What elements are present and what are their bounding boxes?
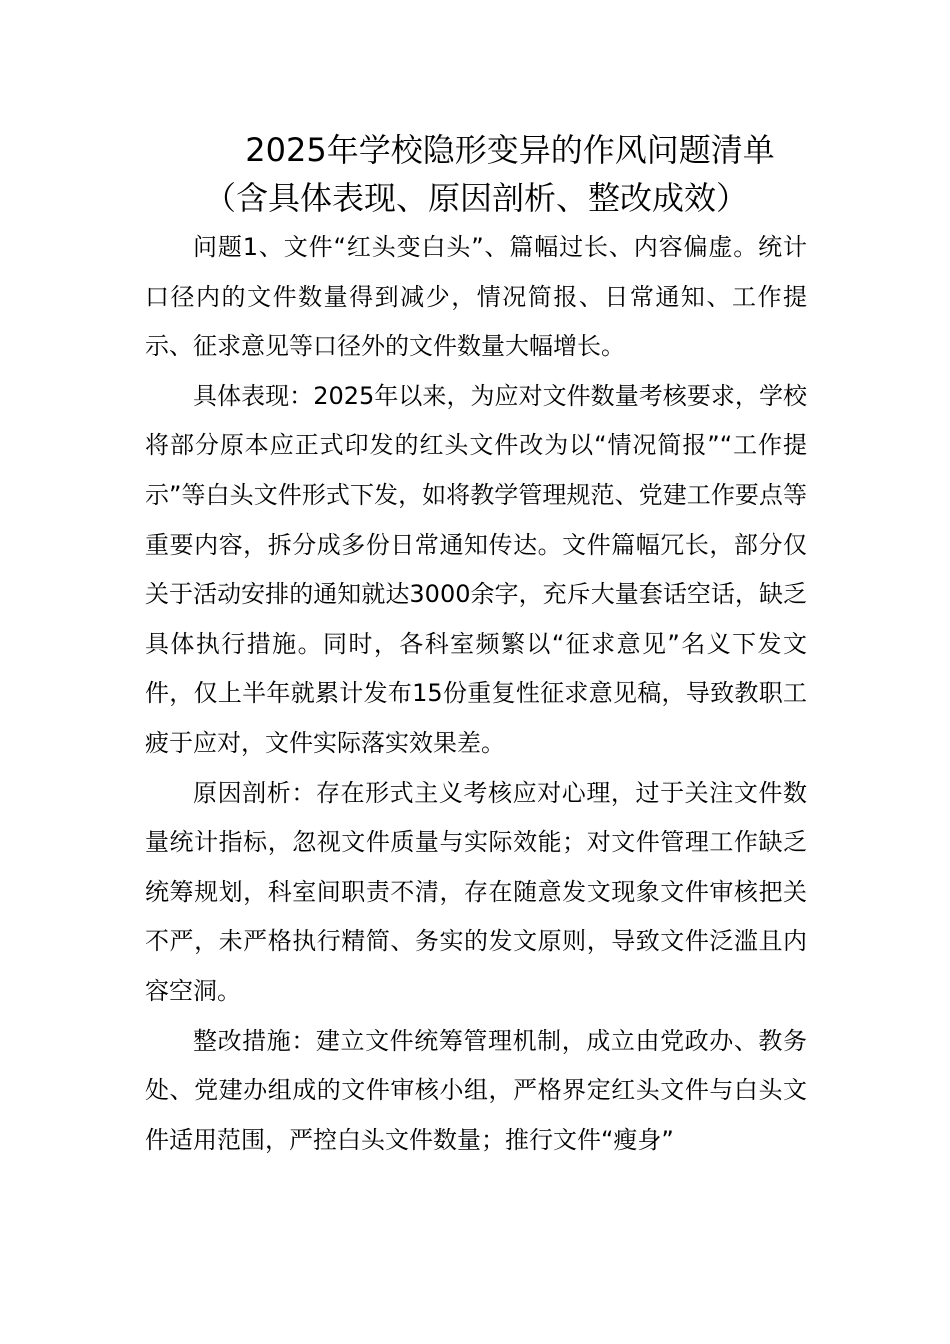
document-page	[145, 126, 807, 1165]
title-line-2: （含具体表现、原因剖析、整改成效）	[203, 179, 748, 217]
document-body	[145, 223, 807, 1165]
paragraph-rectification: 整改措施：建立文件统筹管理机制，成立由党政办、教务处、党建办组成的文件审核小组，严格界定红头文件与白头文件适用范围，严控白头文件数量；推行文件“瘦身”	[145, 1026, 807, 1154]
paragraph-cause-analysis: 原因剖析：存在形式主义考核应对心理，过于关注文件数量统计指标，忽视文件质量与实际效能；对文件管理工作缺乏统筹规划，科室间职责不清，存在随意发文现象文件审核把关不严，未严格执行精简、务实的发文原则，导致文件泛滥且内容空洞。	[145, 778, 807, 1005]
title-line-1: 2025年学校隐形变异的作风问题清单	[245, 131, 775, 169]
paragraph-problem: 问题1、文件“红头变白头”、篇幅过长、内容偏虚。统计口径内的文件数量得到减少，情况简报、日常通知、工作提示、征求意见等口径外的文件数量大幅增长。	[145, 233, 807, 361]
document-title	[145, 126, 807, 222]
paragraph-manifestation: 具体表现：2025年以来，为应对文件数量考核要求，学校将部分原本应正式印发的红头文件改为以“情况简报”“工作提示”等白头文件形式下发，如将教学管理规范、党建工作要点等重要内容，拆分成多份日常通知传达。文件篇幅冗长，部分仅关于活动安排的通知就达3000余字，充斥大量套话空话，缺乏具体执行措施。同时，各科室频繁以“征求意见”名义下发文件，仅上半年就累计发布15份重复性征求意见稿，导致教职工疲于应对，文件实际落实效果差。	[145, 381, 807, 757]
